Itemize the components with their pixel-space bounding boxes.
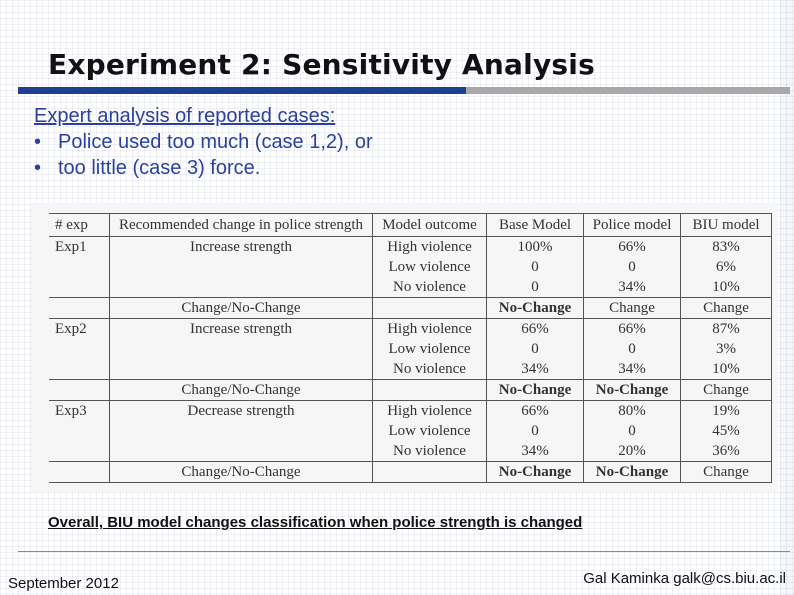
exp-cell (49, 359, 110, 380)
outcome-cell: High violence (373, 237, 487, 258)
bullet-text: too little (case 3) force. (58, 157, 261, 179)
police-cell: 34% (584, 277, 681, 298)
exp-cell (49, 380, 110, 401)
biu-cell: 3% (716, 341, 736, 357)
biu-cell: 87% (712, 321, 740, 337)
header-cell: Model outcome (373, 214, 487, 237)
biu-cell: 83% (712, 239, 740, 255)
recommendation-cell (110, 257, 373, 277)
police-change-cell: No-Change (584, 462, 681, 483)
table-row (49, 421, 772, 441)
biu-cell: 10% (712, 361, 740, 377)
base-cell: 34% (487, 359, 584, 380)
overall-conclusion: Overall, BIU model changes classification when police strength is changed (48, 514, 583, 531)
police-cell: 0 (584, 257, 681, 277)
intro-text: Expert analysis of reported cases: (34, 105, 336, 127)
table-row (49, 257, 772, 277)
footer-divider (18, 551, 790, 552)
slide-title: Experiment 2: Sensitivity Analysis (48, 48, 595, 81)
base-cell: 66% (487, 401, 584, 422)
outcome-cell: No violence (373, 277, 487, 298)
exp-cell (49, 462, 110, 483)
biu-cell: 36% (712, 443, 740, 459)
change-row (49, 298, 772, 319)
police-cell: 20% (584, 441, 681, 462)
base-cell: 0 (487, 277, 584, 298)
outcome-cell: High violence (373, 401, 487, 422)
recommendation-cell: Increase strength (110, 319, 373, 340)
header-cell: # exp (49, 214, 110, 237)
header-cell: Recommended change in police strength (110, 214, 373, 237)
results-table (49, 213, 772, 483)
recommendation-cell: Increase strength (110, 237, 373, 258)
biu-cell: 19% (712, 403, 740, 419)
base-change-cell: No-Change (487, 298, 584, 319)
header-cell: Police model (584, 214, 681, 237)
table-row (49, 319, 772, 340)
change-label-cell: Change/No-Change (110, 298, 373, 319)
biu-cell: 6% (716, 259, 736, 275)
outcome-cell (373, 462, 487, 483)
change-row (49, 380, 772, 401)
table-row (49, 441, 772, 462)
police-cell: 80% (584, 401, 681, 422)
bullet-item (34, 129, 373, 155)
police-cell: 0 (584, 421, 681, 441)
exp-cell (49, 257, 110, 277)
biu-cell: 45% (712, 423, 740, 439)
police-cell: 66% (584, 237, 681, 258)
outcome-cell: High violence (373, 319, 487, 340)
biu-change-cell: Change (681, 380, 772, 401)
table-row (49, 359, 772, 380)
base-cell: 0 (487, 257, 584, 277)
header-cell: Base Model (487, 214, 584, 237)
recommendation-cell: Decrease strength (110, 401, 373, 422)
police-cell: 66% (584, 319, 681, 340)
bullet-item (34, 155, 373, 181)
exp-cell (49, 298, 110, 319)
recommendation-cell (110, 277, 373, 298)
outcome-cell: No violence (373, 441, 487, 462)
header-cell: BIU model (681, 214, 772, 237)
outcome-cell: Low violence (373, 257, 487, 277)
exp-cell (49, 339, 110, 359)
results-table-image (31, 203, 778, 492)
change-row (49, 462, 772, 483)
police-change-cell: No-Change (584, 380, 681, 401)
change-label-cell: Change/No-Change (110, 462, 373, 483)
outcome-cell: No violence (373, 359, 487, 380)
base-cell: 66% (487, 319, 584, 340)
exp-cell: Exp1 (49, 237, 110, 258)
bullet-icon: • (34, 157, 42, 179)
police-cell: 0 (584, 339, 681, 359)
footer-date: September 2012 (8, 575, 119, 592)
bullet-text: Police used too much (case 1,2), or (58, 131, 373, 153)
biu-cell: 10% (712, 279, 740, 295)
biu-change-cell: Change (681, 462, 772, 483)
table-row (49, 237, 772, 258)
outcome-cell: Low violence (373, 421, 487, 441)
outcome-cell: Low violence (373, 339, 487, 359)
footer-author: Gal Kaminka galk@cs.biu.ac.il (583, 570, 786, 587)
recommendation-cell (110, 441, 373, 462)
change-label-cell: Change/No-Change (110, 380, 373, 401)
base-change-cell: No-Change (487, 380, 584, 401)
base-cell: 0 (487, 421, 584, 441)
police-cell: 34% (584, 359, 681, 380)
table-header-row (49, 214, 772, 237)
biu-change-cell: Change (681, 298, 772, 319)
base-cell: 100% (487, 237, 584, 258)
exp-cell (49, 441, 110, 462)
table-row (49, 401, 772, 422)
police-change-cell: Change (584, 298, 681, 319)
outcome-cell (373, 380, 487, 401)
exp-cell (49, 421, 110, 441)
title-gray-bar (466, 87, 790, 94)
table-row (49, 277, 772, 298)
exp-cell: Exp3 (49, 401, 110, 422)
exp-cell (49, 277, 110, 298)
base-change-cell: No-Change (487, 462, 584, 483)
recommendation-cell (110, 339, 373, 359)
recommendation-cell (110, 421, 373, 441)
outcome-cell (373, 298, 487, 319)
recommendation-cell (110, 359, 373, 380)
base-cell: 0 (487, 339, 584, 359)
slide-body (34, 103, 373, 181)
table-row (49, 339, 772, 359)
bullet-icon: • (34, 131, 42, 153)
base-cell: 34% (487, 441, 584, 462)
exp-cell: Exp2 (49, 319, 110, 340)
title-accent-bar (18, 87, 466, 94)
